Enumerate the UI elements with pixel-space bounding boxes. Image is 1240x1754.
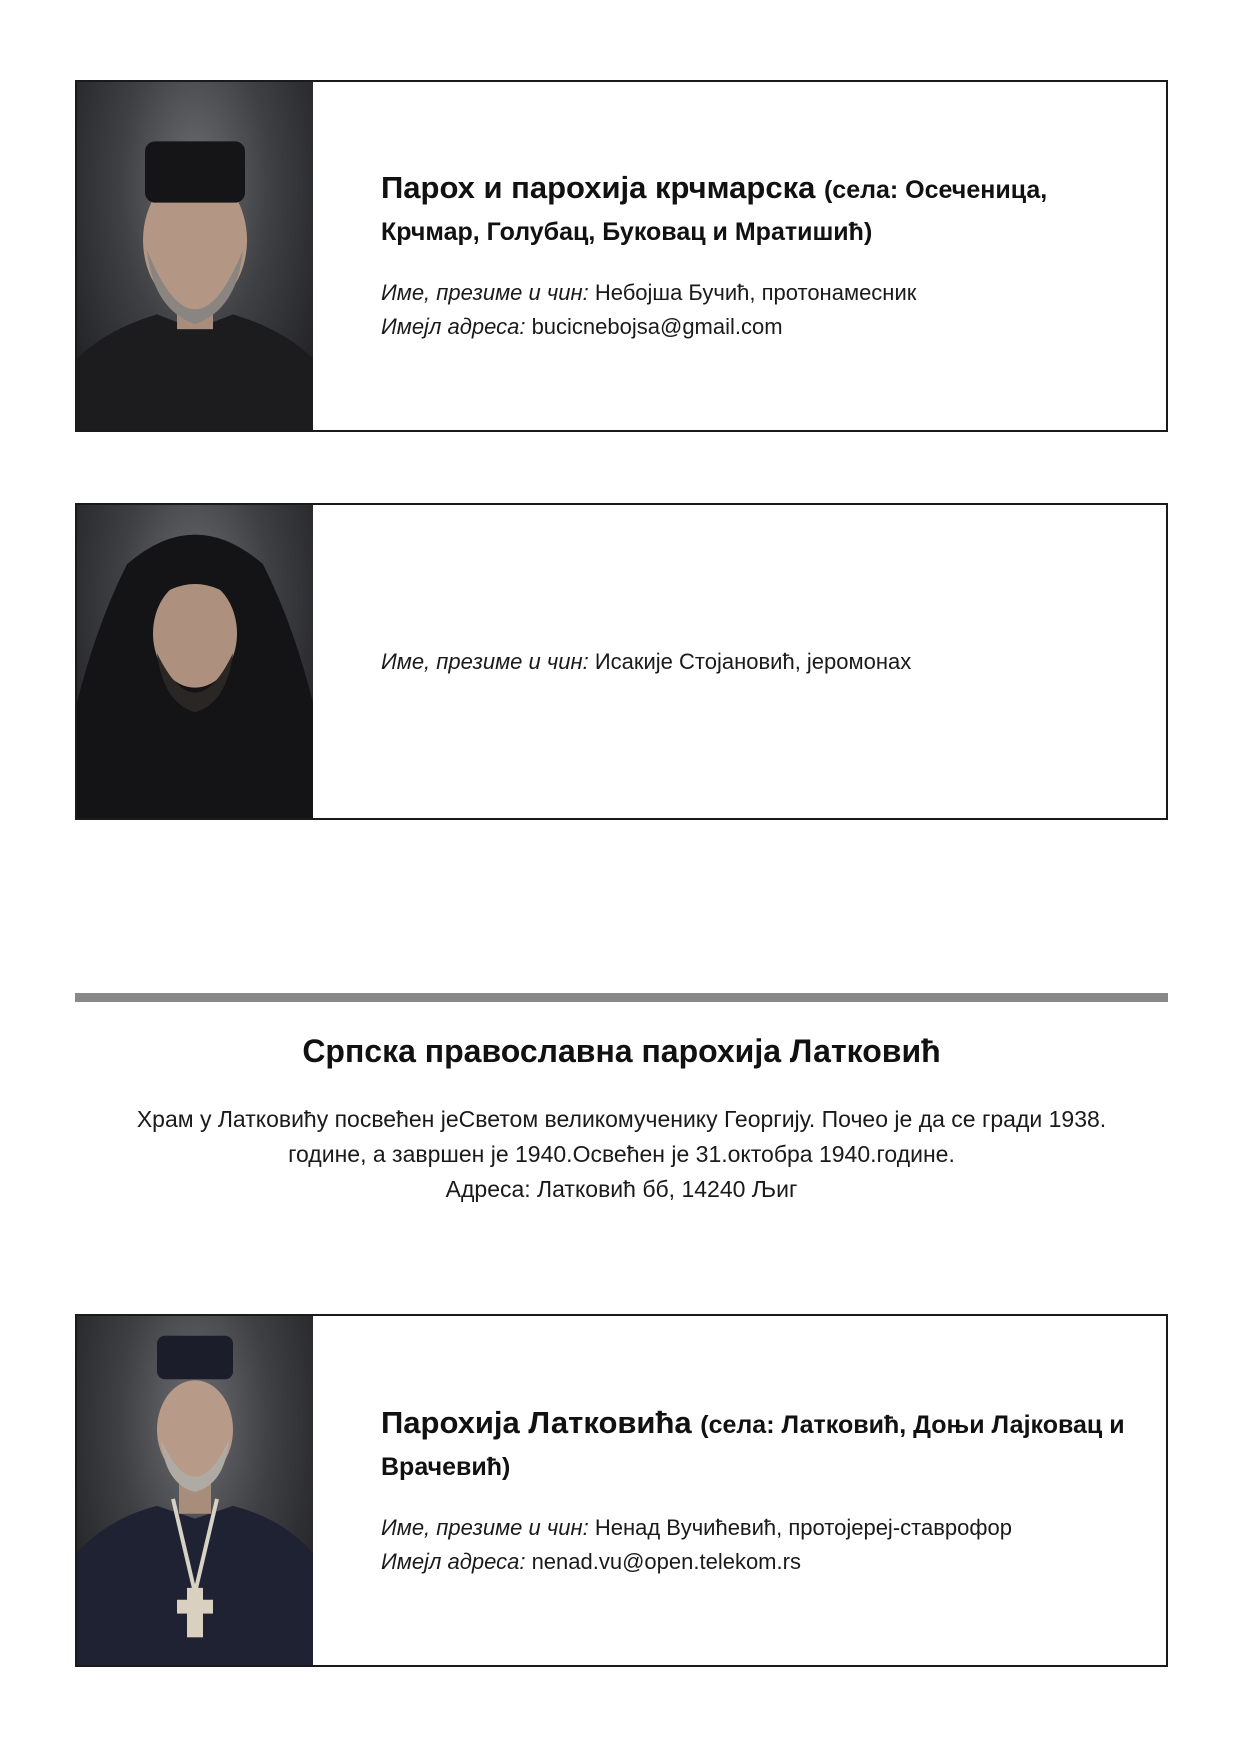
description-line: Храм у Латковићу посвећен јеСветом великомученику Георгију. Почео је да се гради 1938. [136, 1106, 1107, 1132]
name-value: Небојша Бучић, протонамесник [594, 280, 917, 305]
email-line [381, 310, 1126, 344]
priest-card-latkovic [75, 1314, 1168, 1667]
priest-info [313, 1316, 1166, 1665]
name-line [381, 276, 1126, 310]
parish-villages: (села: Осеченица, Крчмар, Голубац, Буковац и Мратишић) [381, 176, 1048, 246]
name-line [381, 1511, 1126, 1545]
name-value: Исакије Стојановић, јеромонах [594, 648, 912, 674]
name-label: Име, презиме и чин: [381, 280, 589, 305]
parish-title [381, 1403, 1126, 1487]
name-label: Име, презиме и чин: [381, 648, 589, 674]
email-label: Имејл адреса: [381, 1548, 526, 1574]
email-line [381, 1545, 1126, 1579]
email-value: bucicnebojsa@gmail.com [531, 314, 783, 339]
address-line: Адреса: Латковић бб, 14240 Љиг [445, 1176, 798, 1202]
name-label: Име, презиме и чин: [381, 1514, 589, 1540]
priest-info [313, 505, 1166, 818]
priest-photo [77, 505, 313, 818]
email-value: nenad.vu@open.telekom.rs [531, 1548, 801, 1574]
name-value: Ненад Вучићевић, протојереј-ставрофор [594, 1514, 1012, 1540]
email-label: Имејл адреса: [381, 314, 526, 339]
priest-info [313, 82, 1166, 430]
priest-card-hieromonk [75, 503, 1168, 820]
priest-photo [77, 82, 313, 430]
section-description [100, 1102, 1143, 1207]
priest-card-krcmar [75, 80, 1168, 432]
section-divider [75, 993, 1168, 1002]
priest-photo [77, 1316, 313, 1665]
parish-title-main: Парохија Латковића [381, 1404, 692, 1440]
parish-title [381, 168, 1126, 252]
parish-villages: (села: Латковић, Доњи Лајковац и Врачевић) [381, 1410, 1125, 1481]
section-title: Српска православна парохија Латковић [302, 1033, 941, 1069]
description-line: године, а завршен је 1940.Освећен је 31.октобра 1940.године. [288, 1141, 955, 1167]
parish-title-main: Парох и парохија крчмарска [381, 170, 816, 205]
name-line [381, 645, 1126, 679]
